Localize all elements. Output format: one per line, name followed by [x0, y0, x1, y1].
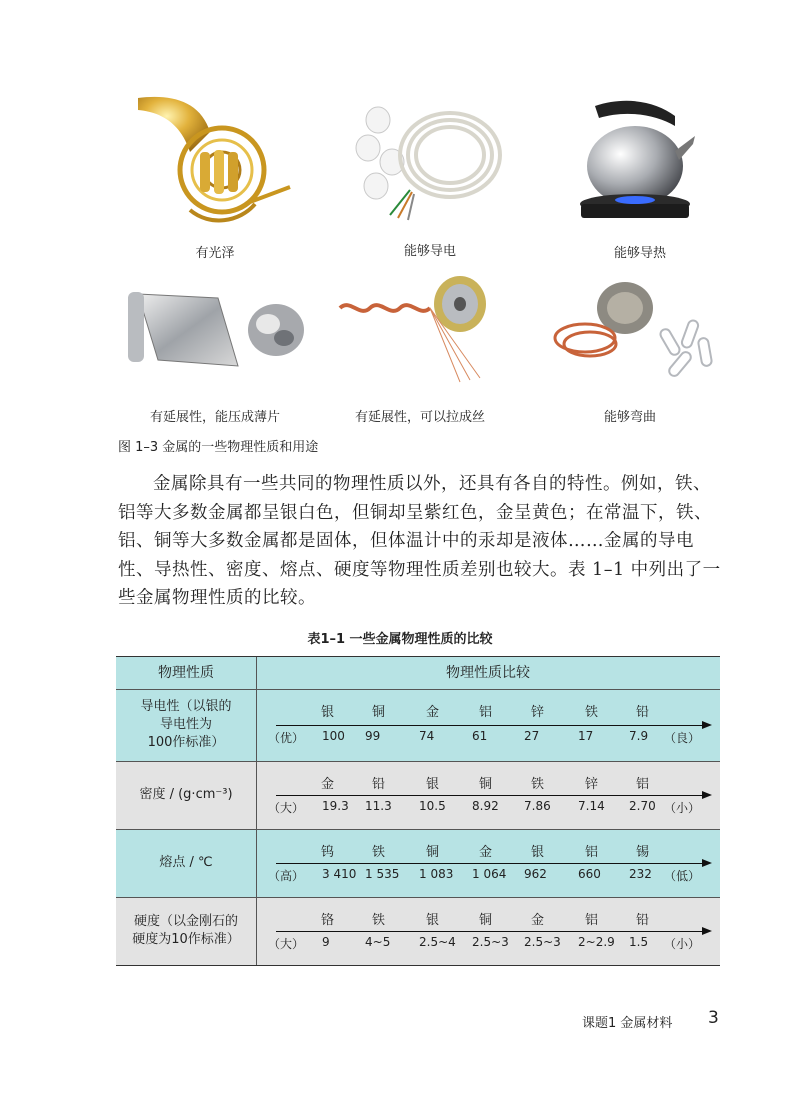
property-value: 11.3 — [365, 799, 392, 813]
metal-name: 银 — [320, 705, 335, 720]
scale-end-label: （小） — [664, 937, 701, 951]
metal-name: 铝 — [584, 913, 599, 928]
label-hardness: 硬度（以金刚石的 硬度为10作标准） — [132, 914, 240, 947]
metal-name: 铁 — [584, 705, 599, 720]
header-property: 物理性质 — [158, 665, 214, 681]
french-horn-image — [130, 92, 300, 232]
caption-luster: 有光泽 — [195, 246, 235, 261]
arrow-head-icon — [702, 859, 712, 867]
property-value: 2.5~4 — [419, 935, 456, 949]
metal-name: 铁 — [371, 913, 386, 928]
metal-name: 银 — [530, 845, 545, 860]
property-value: 9 — [322, 935, 330, 949]
property-value: 3 410 — [322, 867, 357, 881]
property-value: 4~5 — [365, 935, 391, 949]
metal-properties-table — [116, 656, 720, 966]
metal-name: 钨 — [320, 845, 335, 860]
metal-name: 锡 — [635, 845, 650, 860]
wire-and-bulbs-image — [350, 100, 510, 230]
scale-end-label: （小） — [664, 801, 701, 815]
property-value: 7.86 — [524, 799, 551, 813]
property-value: 232 — [629, 867, 652, 881]
header-comparison: 物理性质比较 — [446, 665, 530, 681]
page-number: 3 — [708, 1008, 719, 1028]
property-value: 19.3 — [322, 799, 349, 813]
arrow-line — [276, 931, 704, 932]
metal-name: 铅 — [371, 777, 386, 792]
property-value: 962 — [524, 867, 547, 881]
property-value: 100 — [322, 729, 345, 743]
metal-name: 铝 — [478, 705, 493, 720]
metal-name: 锌 — [530, 705, 545, 720]
label-conductivity: 导电性（以银的 导电性为 100作标准） — [140, 699, 232, 750]
label-density: 密度 / (g·cm⁻³) — [139, 787, 233, 802]
property-value: 61 — [472, 729, 488, 743]
body-paragraph: 金属除具有一些共同的物理性质以外，还具有各自的特性。例如，铁、铝等大多数金属都呈银白色，但铜却呈紫红色，金呈黄色；在常温下，铁、铝、铜等大多数金属都是固体，但体温计中的汞却是液体……金属的导电性、导热性、密度、熔点、硬度等物理性质差别也较大。表 1–1 中列出了一些金属物理性质的比较。 — [118, 474, 721, 608]
label-melting-point: 熔点 / ℃ — [159, 855, 213, 870]
arrow-line — [276, 863, 704, 864]
scale-end-label: （良） — [664, 731, 701, 745]
property-value: 1 083 — [419, 867, 454, 881]
metal-name: 银 — [425, 777, 440, 792]
metal-name: 铝 — [584, 845, 599, 860]
caption-ductile: 有延展性，可以拉成丝 — [354, 410, 485, 425]
arrow-line — [276, 795, 704, 796]
metal-name: 铝 — [635, 777, 650, 792]
figure-title: 图 1–3 金属的一些物理性质和用途 — [118, 440, 319, 455]
metal-name: 金 — [425, 705, 440, 720]
property-value: 74 — [419, 729, 435, 743]
metal-name: 铁 — [371, 845, 386, 860]
metal-name: 铜 — [478, 777, 493, 792]
metal-foil-image — [118, 284, 308, 374]
kettle-image — [575, 96, 700, 226]
copper-wire-spool-image — [330, 268, 500, 388]
metal-name: 铅 — [635, 913, 650, 928]
caption-conduct-electricity: 能够导电 — [403, 244, 456, 259]
property-value: 7.14 — [578, 799, 605, 813]
metal-name: 金 — [478, 845, 493, 860]
property-value: 8.92 — [472, 799, 499, 813]
scale-start-label: （优） — [268, 731, 305, 745]
property-value: 660 — [578, 867, 601, 881]
property-value: 99 — [365, 729, 381, 743]
caption-bendable: 能够弯曲 — [603, 410, 656, 425]
caption-conduct-heat: 能够导热 — [613, 246, 666, 261]
metal-name: 金 — [530, 913, 545, 928]
metal-name: 铜 — [371, 705, 386, 720]
metal-name: 金 — [320, 777, 335, 792]
arrow-head-icon — [702, 927, 712, 935]
arrow-head-icon — [702, 791, 712, 799]
column-divider — [256, 657, 257, 965]
property-value: 7.9 — [629, 729, 649, 743]
property-value: 1.5 — [629, 935, 649, 949]
arrow-line — [276, 725, 704, 726]
scale-start-label: （大） — [268, 801, 305, 815]
property-value: 2.70 — [629, 799, 656, 813]
property-value: 17 — [578, 729, 594, 743]
property-value: 2~2.9 — [578, 935, 615, 949]
caption-malleable: 有延展性，能压成薄片 — [149, 410, 280, 425]
steel-wool-and-clips-image — [535, 278, 730, 388]
scale-start-label: （高） — [268, 869, 305, 883]
property-value: 1 535 — [365, 867, 400, 881]
metal-name: 铜 — [478, 913, 493, 928]
table-title: 表1–1 一些金属物理性质的比较 — [307, 632, 493, 647]
metal-name: 铅 — [635, 705, 650, 720]
metal-name: 铁 — [530, 777, 545, 792]
metal-name: 铜 — [425, 845, 440, 860]
chapter-footer: 课题1 金属材料 — [582, 1016, 673, 1031]
scale-start-label: （大） — [268, 937, 305, 951]
property-value: 2.5~3 — [524, 935, 561, 949]
property-value: 2.5~3 — [472, 935, 509, 949]
property-value: 27 — [524, 729, 540, 743]
metal-name: 铬 — [320, 913, 335, 928]
metal-name: 锌 — [584, 777, 599, 792]
arrow-head-icon — [702, 721, 712, 729]
scale-end-label: （低） — [664, 869, 701, 883]
metal-name: 银 — [425, 913, 440, 928]
property-value: 10.5 — [419, 799, 446, 813]
property-value: 1 064 — [472, 867, 507, 881]
